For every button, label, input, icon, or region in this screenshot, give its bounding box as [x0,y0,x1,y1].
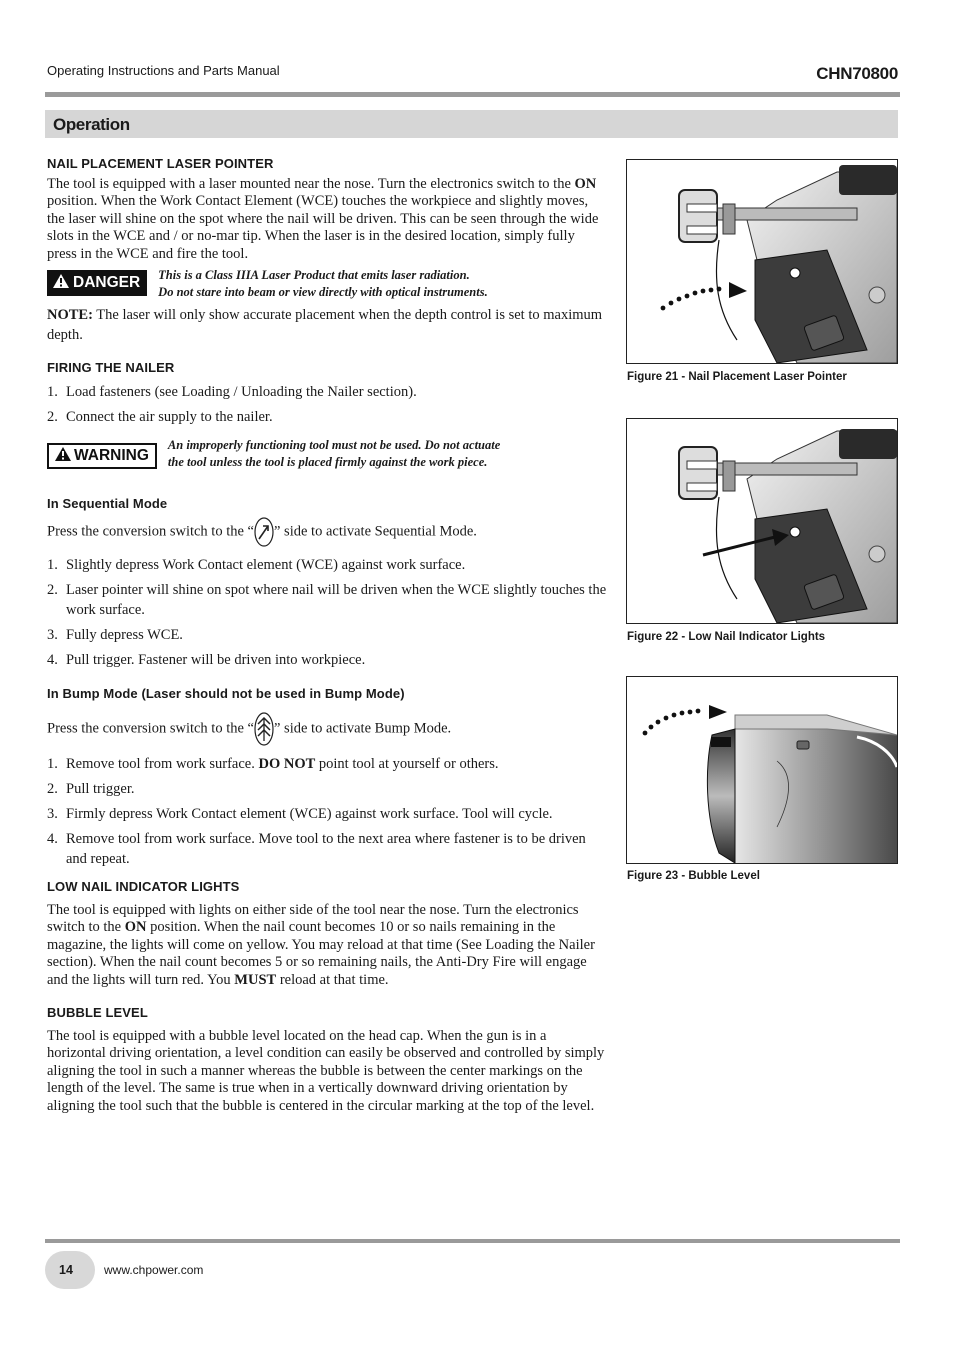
bubble-section [47,1005,607,1115]
figure-22-image [626,418,898,624]
list-item: 1. Load fasteners (see Loading / Unloading the Nailer section). [47,384,417,400]
bump-intro: Press the conversion switch to the “ ” side to activate Bump Mode. [47,712,607,746]
list-item: 3. Fully depress WCE. [47,627,183,643]
danger-alert [47,270,488,301]
bump-section [47,686,607,874]
sequential-list [47,555,607,670]
warning-triangle-icon [53,274,69,288]
laser-paragraph: The tool is equipped with a laser mounted near the nose. Turn the electronics switch to the ON position. When the Work Contact Element (WCE) touches the workpiece and slightly moves, the laser will shine on the spot where the nail will be driven. This can be seen through the wide slots in the WCE and / or no-mar tip. When the laser is in the desired location, simply fully press in the WCE and fire the tool. [47,176,599,262]
lights-paragraph: The tool is equipped with lights on either side of the tool near the nose. Turn the electronics switch to the ON position. When the nail count becomes 10 or so nails remaining in the magazine, the lights will come on yellow. You may reload at that time (See Loading the Nailer section). When the nail count becomes 5 or so remaining nails, the Anti-Dry Fire will engage and the lights will turn red. You MUST reload at that time. [47,902,595,988]
lights-heading: LOW NAIL INDICATOR LIGHTS [47,879,240,894]
list-item: 4. Remove tool from work surface. Move tool to the next area where fastener is to be driven and repeat. [47,831,586,867]
warning-triangle-icon [55,447,71,461]
sequential-heading: In Sequential Mode [47,496,168,511]
footer-divider [45,1239,900,1243]
figure-22-caption: Figure 22 - Low Nail Indicator Lights [627,631,826,643]
section-title: Operation [53,115,130,134]
figure-23-image [626,676,898,864]
figure-23-caption: Figure 23 - Bubble Level [627,870,760,882]
laser-note: NOTE: The laser will only show accurate placement when the depth control is set to maximum depth. [47,307,603,343]
figure-21-image [626,159,898,364]
figure-21-caption: Figure 21 - Nail Placement Laser Pointer [627,371,847,383]
list-item: 2. Connect the air supply to the nailer. [47,409,273,425]
bubble-heading: BUBBLE LEVEL [47,1005,148,1020]
firing-section [47,360,607,432]
bump-list [47,754,607,869]
danger-badge: DANGER [47,270,147,296]
list-item: 2. Pull trigger. [47,781,135,797]
header-divider [45,92,900,97]
firing-list [47,382,607,427]
list-item: 1. Remove tool from work surface. DO NOT point tool at yourself or others. [47,756,499,772]
laser-section [47,156,607,263]
bump-mode-icon [254,712,274,746]
sequential-mode-icon [254,517,274,547]
list-item: 2. Laser pointer will shine on spot where nail will be driven when the WCE slightly touches the work surface. [47,582,607,618]
firing-heading: FIRING THE NAILER [47,360,175,375]
warning-badge: WARNING [47,443,157,469]
page-number-badge [45,1251,95,1289]
page-number: 14 [59,1263,73,1277]
bump-heading: In Bump Mode (Laser should not be used in Bump Mode) [47,686,405,701]
warning-text: An improperly functioning tool must not be used. Do not actuate the tool unless the tool is placed firmly against the work piece. [167,438,501,469]
laser-heading: NAIL PLACEMENT LASER POINTER [47,156,274,171]
danger-text: This is a Class IIIA Laser Product that emits laser radiation. Do not stare into beam or view directly with optical instruments. [158,268,488,299]
bubble-paragraph: The tool is equipped with a bubble level located on the head cap. When the gun is in a horizontal driving orientation, a level condition can easily be observed and controlled by simply aligning the tool in such a manner whereas the bubble is between the center markings on the length of the level. The same is true when in a vertically downward driving orientation by aligning the tool such that the bubble is centered in the circular marking at the top of the level. [47,1028,605,1114]
website-link[interactable]: www.chpower.com [104,1263,204,1277]
section-header [45,110,898,138]
list-item: 3. Firmly depress Work Contact element (WCE) against work surface. Tool will cycle. [47,806,553,822]
sequential-intro: Press the conversion switch to the “ ” side to activate Sequential Mode. [47,517,607,547]
list-item: 1. Slightly depress Work Contact element (WCE) against work surface. [47,557,466,573]
manual-title: Operating Instructions and Parts Manual [47,63,280,78]
warning-alert [47,438,501,471]
model-number: CHN70800 [816,64,898,83]
lights-section [47,879,607,989]
list-item: 4. Pull trigger. Fastener will be driven into workpiece. [47,652,366,668]
sequential-section [47,496,607,675]
